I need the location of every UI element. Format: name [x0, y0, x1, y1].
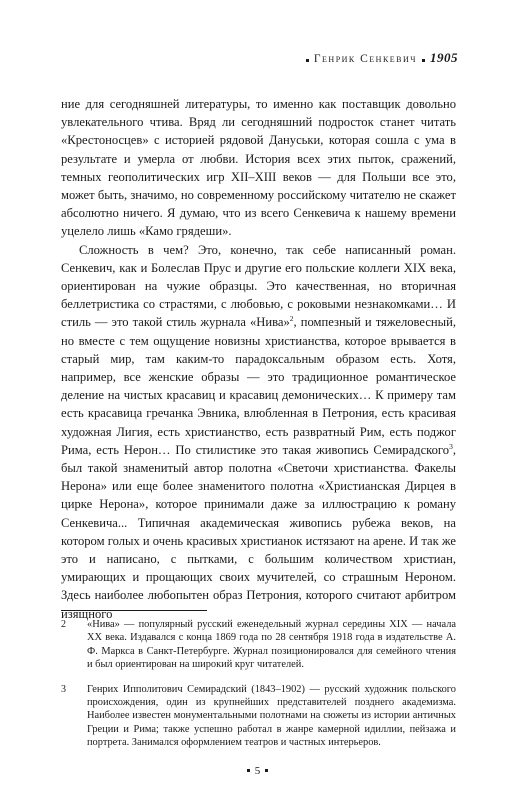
folio-bullet-right: [265, 769, 268, 772]
paragraph-2-text-start: Сложность в чем? Это, конечно, так себе написанный роман. Сенкевич, как и Болеслав Прус и другие его польские коллеги XIX века, ориентирован на чужие образцы. Это качественная, но вторичная беллетристика со страстями, с любовью, с роковыми незнакомками… И стиль — это такой стиль журнала «Нива»: [61, 242, 456, 330]
header-author: Генрик Сенкевич: [313, 53, 417, 65]
footnote-number: 3: [61, 683, 66, 695]
running-header: [301, 50, 458, 66]
paragraph-2-text-end: , был такой знаменитый автор полотна «Светочи христианства. Факелы Нерона» или еще более знаменитого полотна «Христианская Дирцея в цирке Нерона», которое принимали даже за иллюстрацию к роману Сенкевича... Типичная академическая живопись рубежа веков, на котором голых и очень красивых христианок истязают на арене. И так же это и написано, с пытками, с большим количеством христиан, умирающих и прощающих своих мучителей, со страшным Нероном. Здесь наиболее любопытен образ Петрония, которого считают арбитром изящного: [61, 442, 456, 621]
paragraph-1: [61, 95, 456, 241]
header-bullet-left: [306, 59, 309, 62]
page-number: [0, 765, 515, 777]
footnote-separator: [61, 610, 207, 611]
header-year: 1905: [430, 50, 458, 65]
footnote-text: «Нива» — популярный русский еженедельный журнал середины XIX — начала XX века. Издавался с конца 1869 года по 28 сентября 1918 года в издательстве А. Ф. Маркса в Санкт-Петербурге. Журнал позиционировался для семейного чтения и был ориентирован на широкий круг читателей.: [87, 619, 456, 671]
footnote-ref-2[interactable]: 2: [289, 314, 294, 324]
footnote-3: [61, 683, 456, 750]
footnotes: [61, 618, 456, 761]
footnote-ref-3[interactable]: 3: [449, 441, 453, 451]
footnote-text: Генрих Ипполитович Семирадский (1843–1902) — русский художник польского происхождения, один из крупнейших представителей позднего академизма. Наиболее известен монументальными полотнами на сюжеты из истории античных Греции и Рима; также успешно работал в жанре камерной идиллии, пейзажа и портрета. Занимался оформлением театров и частных интерьеров.: [87, 683, 456, 749]
header-bullet-right: [422, 59, 425, 62]
footnote-number: 2: [61, 619, 66, 630]
paragraph-2: [61, 241, 456, 623]
folio-bullet-left: [247, 769, 250, 772]
paragraph-2-text-middle: , помпезный и тяжеловесный, но вместе с тем ощущение новизны христианства, которое врывается в старый мир, там каким-то парадоксальным образом есть. Хотя, например, все женские образы — это традиционное романтическое деление на чистых красавиц и красавиц демонических… К примеру там есть красавица гречанка Эвника, влюбленная в Петрония, есть красивая художная Лигия, есть христианство, есть развратный Рим, есть поджог Рима, есть Нерон… По стилистике это такая живопись Семирадского: [61, 315, 456, 457]
footnote-2: [61, 618, 456, 672]
page-number-value: 5: [254, 765, 261, 777]
main-text: [61, 95, 456, 623]
paragraph-1-text: ние для сегодняшней литературы, то именно как поставщик довольно увлекательного чтива. Вряд ли сегодняшний подросток станет читать «Крестоносцев» с историей рядовой Дануськи, которая сошла с ума в результате и умерла от любви. История всех этих пыток, сражений, темных геополитических игр XII–XIII веков — для Польши все это, может быть, значимо, но современному российскому читателю не скажет абсолютно ничего. Я думаю, что из всего Сенкевича к нашему времени уцелело лишь «Камо грядеши».: [61, 97, 456, 239]
